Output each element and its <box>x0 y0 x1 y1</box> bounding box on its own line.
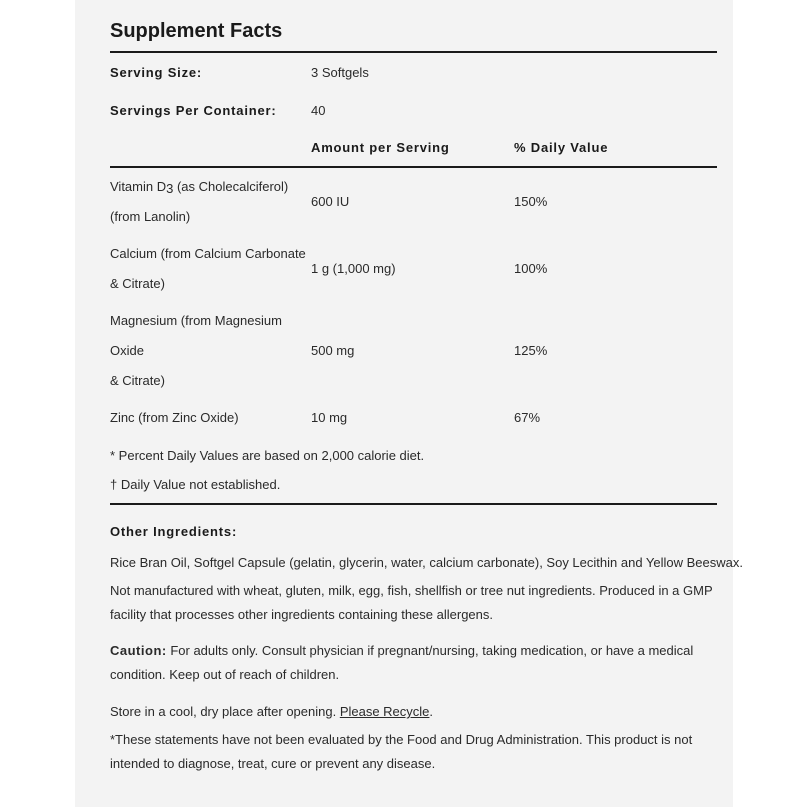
footnote-daily-values: * Percent Daily Values are based on 2,000 calorie diet. <box>110 448 425 463</box>
servings-per-container-label: Servings Per Container: <box>110 103 277 118</box>
allergen-statement-line: facility that processes other ingredients containing these allergens. <box>110 607 493 622</box>
storage-text: Store in a cool, dry place after opening. <box>110 704 340 719</box>
nutrient-subscript: 3 <box>166 181 174 196</box>
nutrient-name-part: (as Cholecalciferol) <box>173 179 289 194</box>
fda-disclaimer-line: *These statements have not been evaluated by the Food and Drug Administration. This product is not <box>110 732 693 747</box>
other-ingredients-line: Rice Bran Oil, Softgel Capsule (gelatin, glycerin, water, calcium carbonate), Soy Lecithin and Yellow Beeswax. <box>110 555 743 570</box>
nutrient-amount: 1 g (1,000 mg) <box>311 261 396 276</box>
caution-text-line: condition. Keep out of reach of children. <box>110 667 340 682</box>
nutrient-name-part: Vitamin D <box>110 179 167 194</box>
caution-statement <box>110 643 693 658</box>
footnote-not-established: † Daily Value not established. <box>110 477 281 492</box>
nutrient-amount: 10 mg <box>311 410 348 425</box>
amount-column-header: Amount per Serving <box>311 140 450 155</box>
caution-text: For adults only. Consult physician if pregnant/nursing, taking medication, or have a medical <box>166 643 694 658</box>
nutrient-daily-value: 125% <box>514 343 548 358</box>
page-title: Supplement Facts <box>110 20 283 42</box>
daily-value-column-header: % Daily Value <box>514 140 609 155</box>
other-ingredients-label: Other Ingredients: <box>110 524 238 539</box>
nutrient-name: Zinc (from Zinc Oxide) <box>110 410 239 425</box>
storage-statement <box>110 704 433 719</box>
nutrient-name: Magnesium (from Magnesium <box>110 313 282 328</box>
nutrient-name: Calcium (from Calcium Carbonate <box>110 246 306 261</box>
supplement-facts-panel <box>75 0 733 807</box>
nutrient-name <box>110 179 288 194</box>
title-divider <box>110 51 717 53</box>
nutrient-name-line: (from Lanolin) <box>110 209 191 224</box>
nutrient-daily-value: 100% <box>514 261 548 276</box>
nutrient-daily-value: 150% <box>514 194 548 209</box>
nutrient-name-line: & Citrate) <box>110 276 165 291</box>
nutrient-name-line: Oxide <box>110 343 144 358</box>
nutrient-amount: 500 mg <box>311 343 355 358</box>
serving-size-label: Serving Size: <box>110 65 203 80</box>
facts-bottom-divider <box>110 503 717 505</box>
nutrient-name-line: & Citrate) <box>110 373 165 388</box>
servings-per-container-value: 40 <box>311 103 326 118</box>
please-recycle-link[interactable]: Please Recycle <box>339 704 430 719</box>
nutrient-daily-value: 67% <box>514 410 541 425</box>
fda-disclaimer-line: intended to diagnose, treat, cure or prevent any disease. <box>110 756 436 771</box>
storage-end: . <box>429 704 434 719</box>
nutrient-amount: 600 IU <box>311 194 350 209</box>
header-divider <box>110 166 717 168</box>
allergen-statement-line: Not manufactured with wheat, gluten, milk, egg, fish, shellfish or tree nut ingredients. Produced in a GMP <box>110 583 713 598</box>
caution-label: Caution: <box>110 643 167 658</box>
serving-size-value: 3 Softgels <box>311 65 369 80</box>
